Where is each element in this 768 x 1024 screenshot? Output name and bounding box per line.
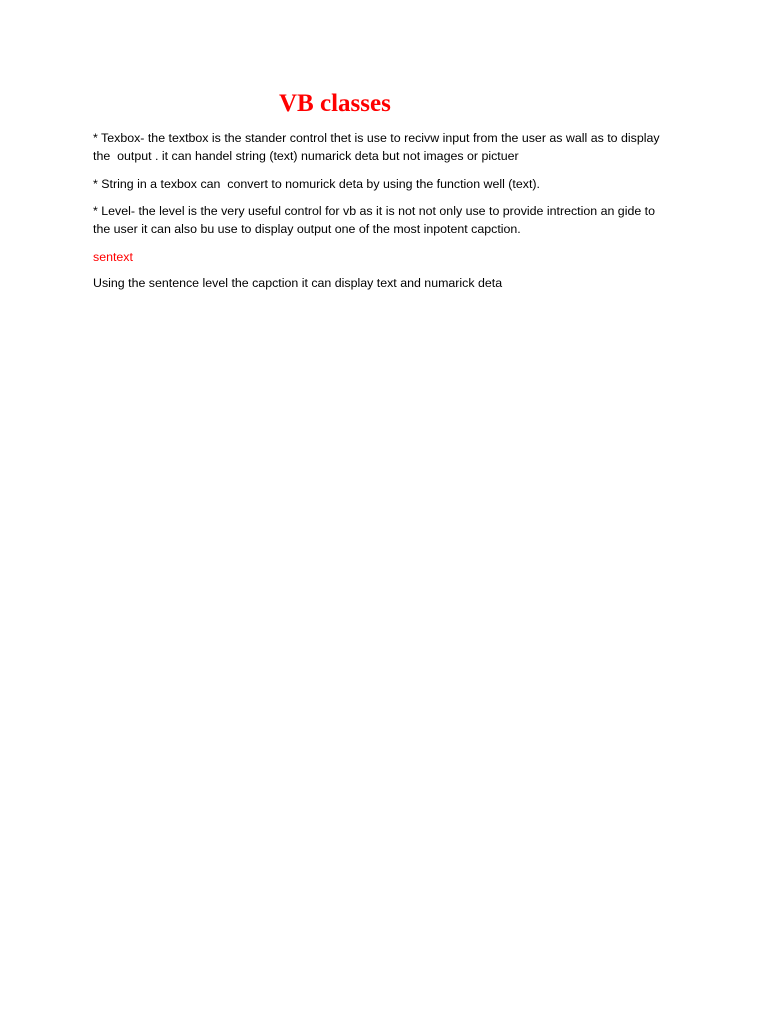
page-title: VB classes — [279, 90, 391, 117]
paragraph-sentence-level: Using the sentence level the capction it can display text and numarick deta — [93, 276, 503, 290]
paragraph-textbox: * Texbox- the textbox is the stander control thet is use to recivw input from the user as wall as to display the output . it can handel string (text) numarick deta but not images or pictuer — [93, 131, 664, 163]
paragraph-level: * Level- the level is the very useful control for vb as it is not not only use to provide intrection an gide to the user it can also bu use to display output one of the most inpotent capction. — [93, 204, 659, 236]
paragraph-string: * String in a texbox can convert to nomurick deta by using the function well (text). — [93, 177, 540, 191]
subheading-sentext: sentext — [93, 250, 133, 264]
